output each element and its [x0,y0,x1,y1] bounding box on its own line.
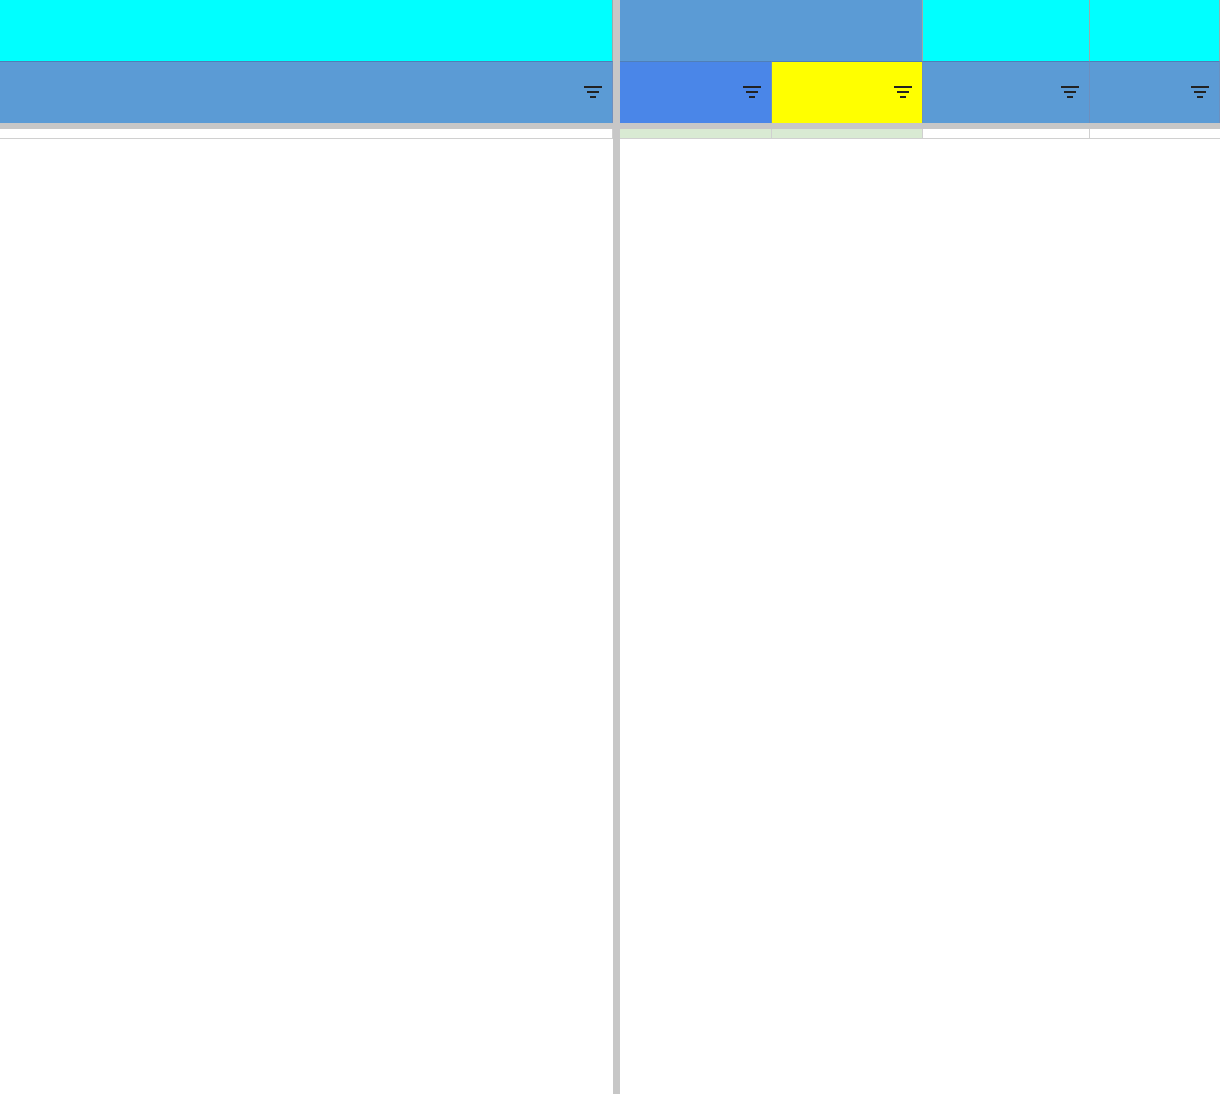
column-header-chars[interactable] [1090,61,1220,123]
column-header-ua[interactable] [772,61,923,123]
column-header-date[interactable] [923,61,1090,123]
filter-icon[interactable] [743,86,761,100]
filter-icon[interactable] [1191,86,1209,100]
filter-icon[interactable] [584,86,602,100]
column-header-ru[interactable] [620,61,772,123]
frozen-row-divider[interactable] [0,123,1220,129]
header-title-date [923,0,1090,61]
filter-icon[interactable] [1061,86,1079,100]
header-title-url [620,0,923,61]
frozen-column-divider[interactable] [613,0,620,1094]
filter-icon[interactable] [894,86,912,100]
header-title-chars [1090,0,1220,61]
header-title-name [0,0,613,61]
column-header-name[interactable] [0,61,613,123]
table-row-partial [0,129,1220,139]
